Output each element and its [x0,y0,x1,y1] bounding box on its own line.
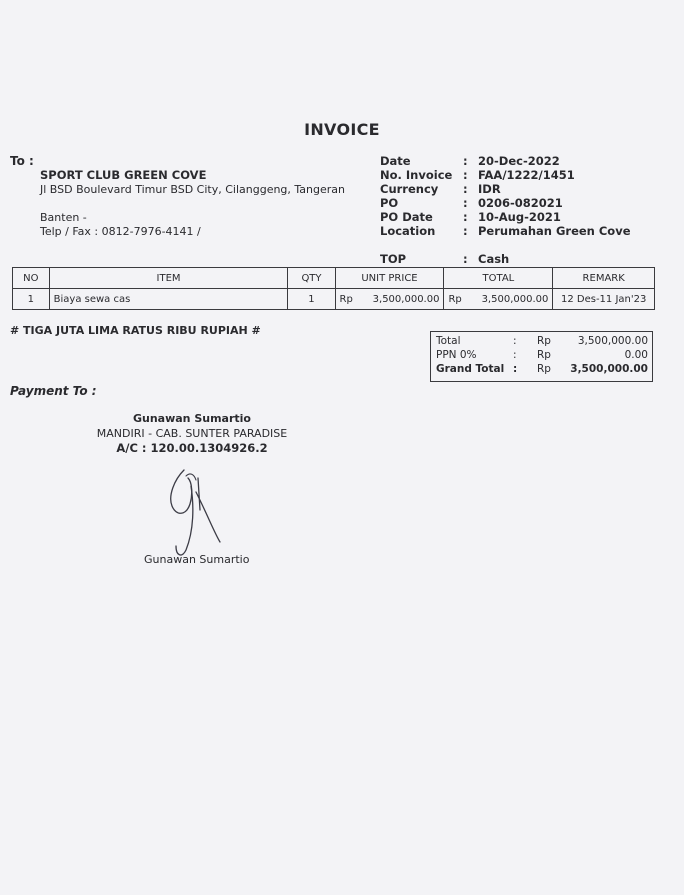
header-item: ITEM [49,268,288,289]
meta-label-po-date: PO Date [380,210,433,224]
items-table [12,267,655,310]
total-value: 3,500,000.00 [577,335,648,347]
cell-unit-price: 3,500,000.00 [363,289,444,310]
total-colon: : [513,335,517,347]
meta-label-location: Location [380,224,436,238]
cell-total-currency: Rp [444,289,472,310]
meta-value-top: Cash [478,252,510,266]
cell-remark: 12 Des-11 Jan'23 [553,289,655,310]
meta-label-currency: Currency [380,182,439,196]
grand-total-label: Grand Total [436,363,505,375]
signer-name: Gunawan Sumartio [144,553,250,566]
to-label: To : [10,154,34,168]
cell-total: 3,500,000.00 [472,289,553,310]
cell-no: 1 [13,289,50,310]
header-unit-price: UNIT PRICE [335,268,444,289]
meta-colon: : [463,210,468,224]
meta-value-po: 0206-082021 [478,196,563,210]
grand-total-currency: Rp [537,363,551,375]
meta-value-invoice-no: FAA/1222/1451 [478,168,575,182]
ppn-colon: : [513,349,517,361]
meta-colon: : [463,252,468,266]
invoice-title: INVOICE [304,120,380,139]
cell-unit-currency: Rp [335,289,363,310]
grand-total-colon: : [513,363,518,375]
meta-value-date: 20-Dec-2022 [478,154,560,168]
ppn-label: PPN 0% [436,349,477,361]
header-total: TOTAL [444,268,553,289]
ppn-value: 0.00 [624,349,648,361]
payee-name: Gunawan Sumartio [132,412,251,425]
totals-box [430,331,653,382]
header-no: NO [13,268,50,289]
ppn-currency: Rp [537,349,551,361]
header-qty: QTY [288,268,335,289]
meta-colon: : [463,168,468,182]
meta-colon: : [463,224,468,238]
meta-value-currency: IDR [478,182,501,196]
header-remark: REMARK [553,268,655,289]
meta-label-invoice-no: No. Invoice [380,168,453,182]
table-row [13,289,655,310]
total-label: Total [436,335,461,347]
meta-colon: : [463,182,468,196]
meta-label-top: TOP [380,252,407,266]
amount-in-words: # TIGA JUTA LIMA RATUS RIBU RUPIAH # [10,324,261,337]
payee-bank: MANDIRI - CAB. SUNTER PARADISE [96,427,288,440]
meta-colon: : [463,154,468,168]
grand-total-value: 3,500,000.00 [570,363,648,375]
client-region: Banten - [40,211,87,224]
payee-account: A/C : 120.00.1304926.2 [116,441,268,455]
cell-qty: 1 [288,289,335,310]
meta-colon: : [463,196,468,210]
table-header-row [13,268,655,289]
meta-value-location: Perumahan Green Cove [478,224,631,238]
payment-to-label: Payment To : [10,384,97,398]
client-phone: Telp / Fax : 0812-7976-4141 / [40,225,201,238]
meta-label-po: PO [380,196,399,210]
client-name: SPORT CLUB GREEN COVE [40,168,207,182]
meta-label-date: Date [380,154,411,168]
meta-value-po-date: 10-Aug-2021 [478,210,561,224]
cell-item: Biaya sewa cas [49,289,288,310]
total-currency: Rp [537,335,551,347]
client-address: Jl BSD Boulevard Timur BSD City, Cilanggeng, Tangeran [40,183,346,196]
